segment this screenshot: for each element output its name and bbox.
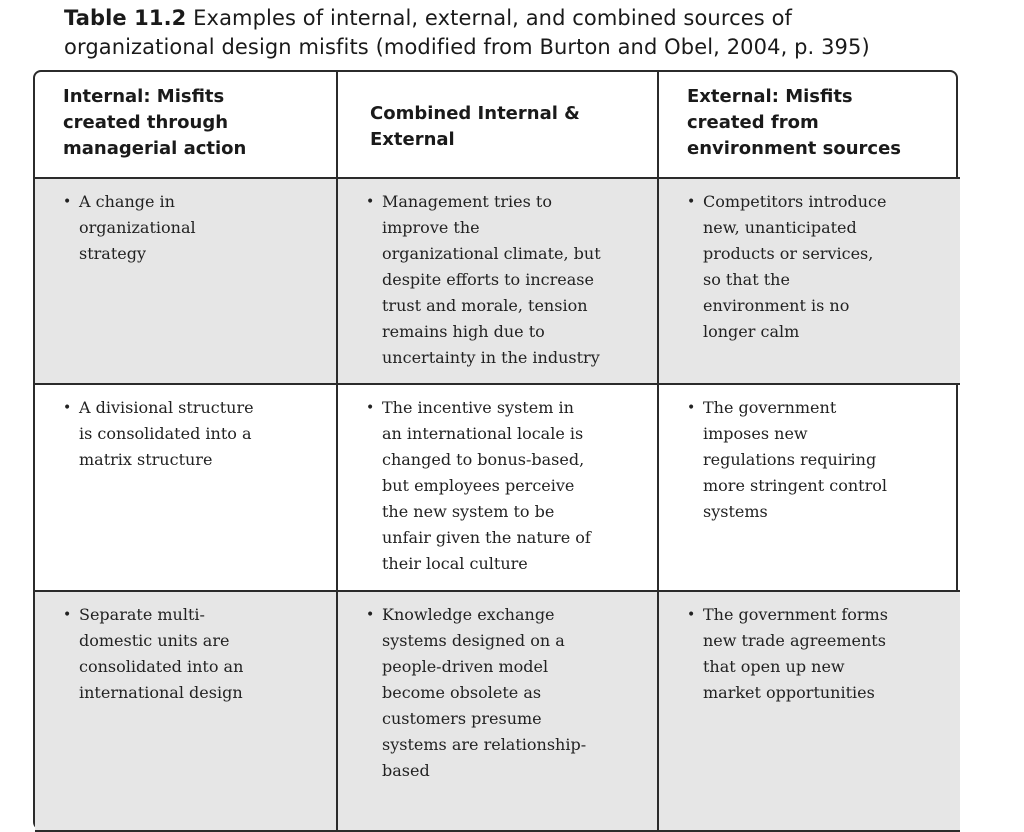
- bullet-icon: •: [687, 400, 696, 416]
- cell-external: [658, 178, 960, 384]
- table-header-row: [35, 72, 960, 178]
- table-row: [35, 384, 960, 591]
- cell-text: The incentive system in an international locale is changed to bonus-based, but employees perceive the new system to be unfair given the nature of their local culture: [382, 398, 591, 573]
- cell-text: A change in organizational strategy: [79, 192, 196, 263]
- bullet-icon: •: [366, 194, 375, 210]
- cell-combined: [337, 178, 658, 384]
- cell-text: The government forms new trade agreements that open up new market opportunities: [703, 605, 888, 702]
- header-combined: Combined Internal & External: [337, 72, 658, 178]
- bullet-icon: •: [63, 194, 72, 210]
- cell-text: Separate multi- domestic units are consolidated into an international design: [79, 605, 244, 702]
- misfits-table: [35, 72, 960, 832]
- cell-internal: [35, 384, 337, 591]
- table-caption-text: Examples of internal, external, and combined sources of organizational design misfits (modified from Burton and Obel, 2004, p. 395): [64, 6, 870, 59]
- bullet-icon: •: [63, 400, 72, 416]
- misfits-table-frame: [33, 70, 958, 830]
- bullet-icon: •: [366, 607, 375, 623]
- cell-text: Competitors introduce new, unanticipated products or services, so that the environment is no longer calm: [703, 192, 887, 341]
- cell-combined: [337, 384, 658, 591]
- cell-external: [658, 384, 960, 591]
- cell-text: The government imposes new regulations requiring more stringent control systems: [703, 398, 887, 521]
- bullet-icon: •: [63, 607, 72, 623]
- cell-external: [658, 591, 960, 831]
- cell-text: Management tries to improve the organizational climate, but despite efforts to increase trust and morale, tension remains high due to uncertainty in the industry: [382, 192, 601, 367]
- cell-internal: [35, 591, 337, 831]
- table-row: [35, 178, 960, 384]
- table-caption-label: Table 11.2: [64, 6, 187, 30]
- bullet-icon: •: [366, 400, 375, 416]
- cell-text: Knowledge exchange systems designed on a people-driven model become obsolete as customers presume systems are relationship- based: [382, 605, 587, 780]
- header-internal: Internal: Misfits created through managerial action: [35, 72, 337, 178]
- cell-text: A divisional structure is consolidated into a matrix structure: [79, 398, 254, 469]
- table-row: [35, 591, 960, 831]
- bullet-icon: •: [687, 607, 696, 623]
- cell-combined: [337, 591, 658, 831]
- bullet-icon: •: [687, 194, 696, 210]
- table-caption: [64, 4, 964, 62]
- cell-internal: [35, 178, 337, 384]
- header-external: External: Misfits created from environment sources: [658, 72, 960, 178]
